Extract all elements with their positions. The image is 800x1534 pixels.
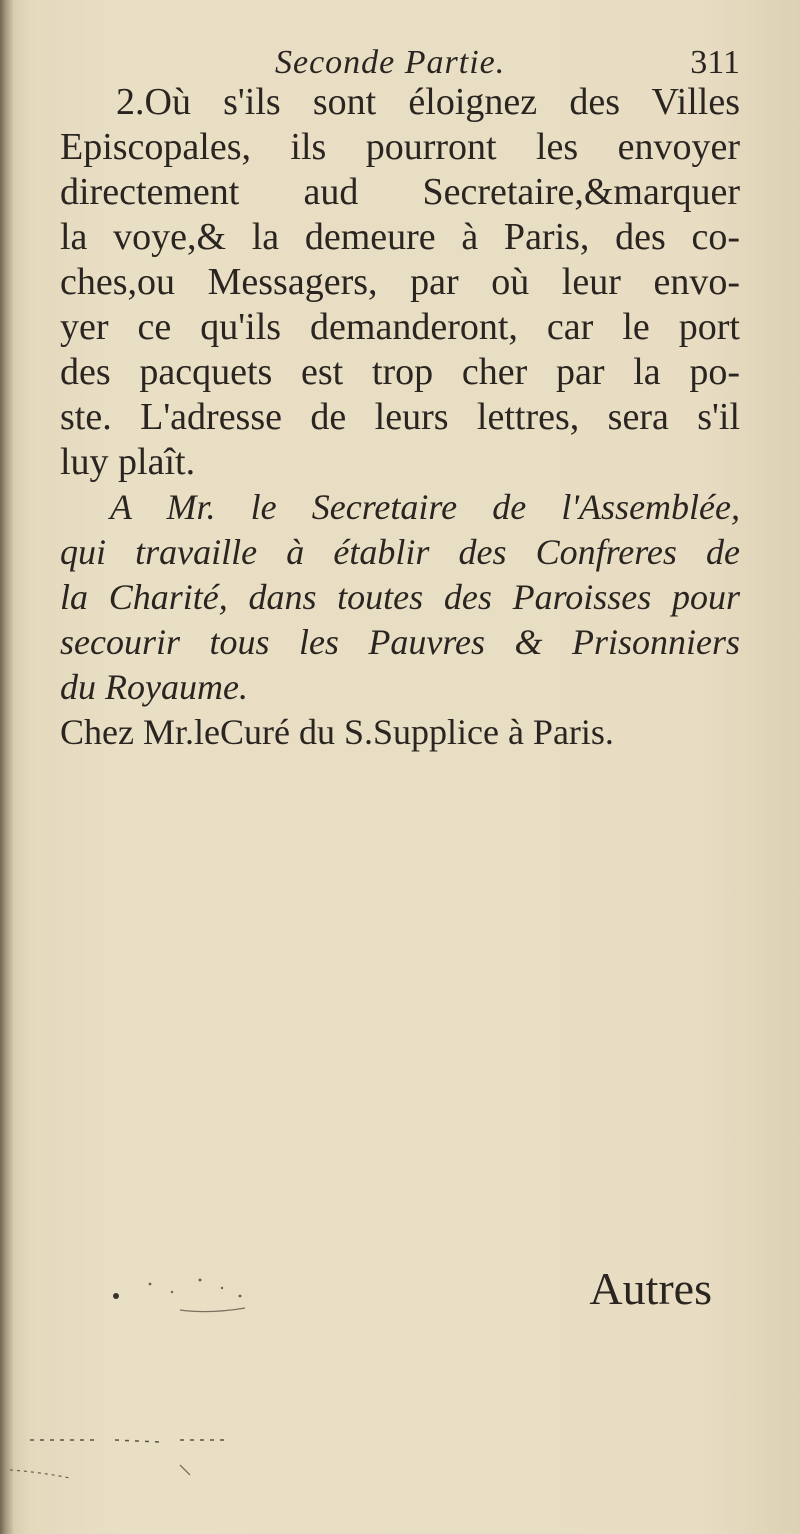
text-line: luy plaît.	[60, 441, 196, 483]
address-line: la Charité, dans toutes des Paroisses pour	[60, 577, 740, 617]
catchword: Autres	[589, 1263, 712, 1314]
address-line: du Royaume.	[60, 667, 248, 707]
page-text	[60, 80, 740, 755]
page-edge-marks	[0, 1420, 260, 1530]
ink-stain	[110, 1262, 260, 1322]
text-line: 2.Où s'ils sont éloignez des Villes	[116, 81, 740, 123]
text-line: la voye,& la demeure à Paris, des co-	[60, 216, 740, 258]
binding-gutter	[0, 0, 14, 1534]
text-line: des pacquets est trop cher par la po-	[60, 351, 740, 393]
text-line: yer ce qu'ils demanderont, car le port	[60, 306, 740, 348]
text-line: ste. L'adresse de leurs lettres, sera s'il	[60, 396, 740, 438]
address-line: secourir tous les Pauvres & Prisonniers	[60, 622, 740, 662]
paragraph-instructions	[60, 80, 740, 485]
chez-line	[60, 710, 740, 755]
running-head: Seconde Partie.	[275, 44, 506, 81]
address-block	[60, 485, 740, 710]
address-line: A Mr. le Secretaire de l'Assemblée,	[110, 487, 740, 527]
text-line: directement aud Secretaire,&marquer	[60, 171, 740, 213]
text-line: Chez Mr.leCuré du S.Supplice à Paris.	[60, 712, 614, 752]
address-line: qui travaille à établir des Confreres de	[60, 532, 740, 572]
text-line: Episcopales, ils pourront les envoyer	[60, 126, 740, 168]
text-line: ches,ou Messagers, par où leur envo-	[60, 261, 740, 303]
page-number: 311	[690, 44, 740, 81]
